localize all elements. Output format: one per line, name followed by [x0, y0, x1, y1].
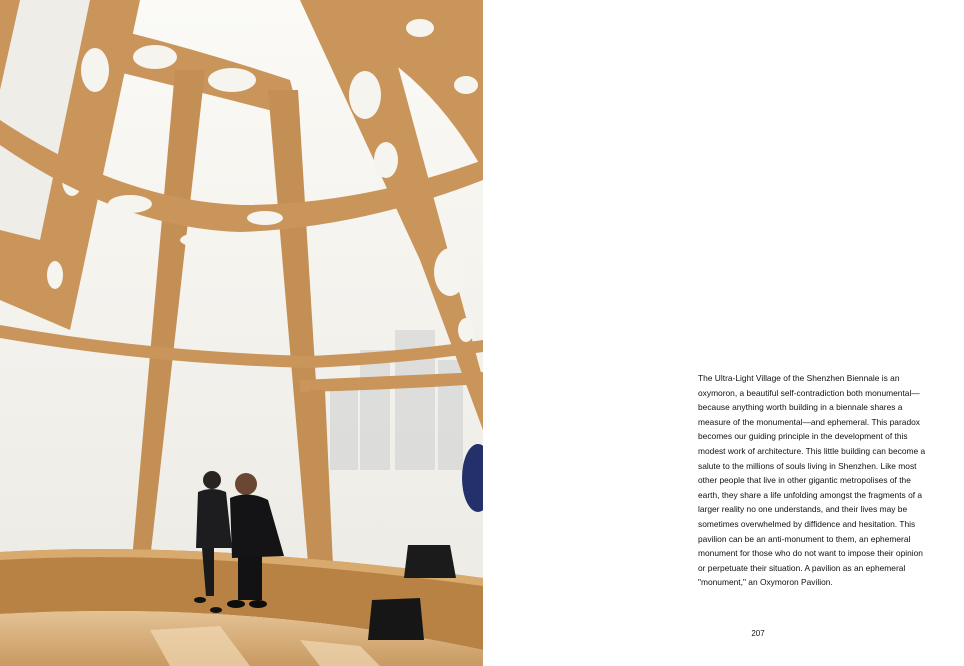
- body-text: The Ultra-Light Village of the Shenzhen Biennale is an oxymoron, a beautiful self-contradiction both monumental—because anything worth building in a biennale shares a measure of the monumental—and ephemeral. This paradox becomes our guiding principle in the development of this modest work of architecture. This little building can become a salute to the millions of souls living in Shenzhen. Like most other people that live in other gigantic metropolises of the earth, they share a life unfolding amongst the fragments of a larger reality no one understands, and their lives may be sometimes overwhelmed by diffidence and hesitation. This pavilion can be an anti-monument to them, an ephemeral monument for those who do not want to impose their opinion or perpetuate their situation. A pavilion as an ephemeral "monument," an Oxymoron Pavilion.: [698, 373, 926, 588]
- page-number: 207: [751, 629, 765, 638]
